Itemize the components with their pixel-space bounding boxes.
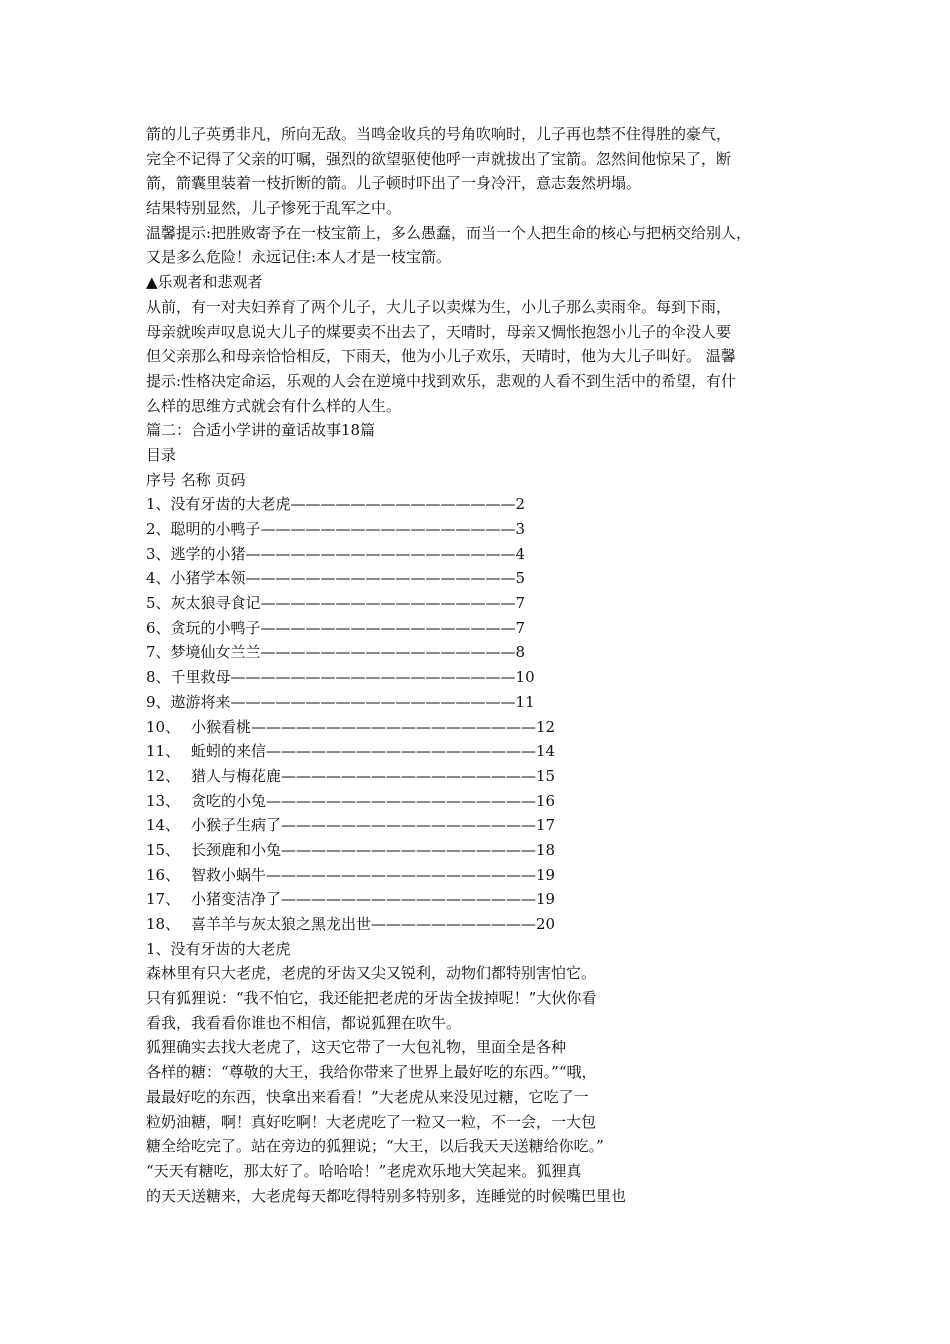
- toc-leader: ——————————————————: [266, 865, 537, 884]
- text-line: 提示:性格决定命运，乐观的人会在逆境中找到欢乐，悲观的人看不到生活中的希望，有什: [146, 371, 737, 390]
- text-line: 完全不记得了父亲的叮嘱，强烈的欲望驱使他呼一声就拔出了宝箭。忽然间他惊呆了，断: [146, 149, 732, 168]
- toc-entry: [146, 640, 826, 665]
- toc-entry: [146, 616, 826, 641]
- toc-page-number: 16: [536, 791, 556, 810]
- story-heading: 1、没有牙齿的大老虎: [146, 939, 291, 958]
- toc-entry-title: 蚯蚓的来信: [191, 742, 267, 761]
- toc-entry-number: 13、: [146, 791, 181, 810]
- toc-entry-number: 17、: [146, 890, 181, 909]
- toc-leader: ———————————————: [290, 495, 516, 514]
- toc-entry-title: 小猴子生病了: [191, 816, 282, 835]
- toc-entry: [146, 517, 826, 542]
- toc-entry-title: 智救小蜗牛: [191, 865, 267, 884]
- toc-entry: [146, 912, 826, 937]
- text-line: 温馨提示:把胜败寄予在一枝宝箭上，多么愚蠢，而当一个人把生命的核心与把柄交给别人，: [146, 223, 752, 242]
- toc-leader: ———————————————————: [230, 692, 516, 711]
- text-line: 结果特别显然，儿子惨死于乱军之中。: [146, 199, 402, 218]
- toc-entry-title: 喜羊羊与灰太狼之黑龙出世: [191, 915, 372, 933]
- text-line: 么样的思维方式就会有什么样的人生。: [146, 396, 402, 415]
- toc-entry: [146, 665, 826, 690]
- text-line: 母亲就唉声叹息说大儿子的煤要卖不出去了，天晴时，母亲又惆怅抱怨小儿子的伞没人要: [146, 322, 732, 341]
- toc-entry-title: 7、梦境仙女兰兰: [146, 643, 261, 662]
- toc-entry-title: 3、逃学的小猪: [146, 544, 246, 563]
- text-line: 森林里有只大老虎，老虎的牙齿又尖又锐利，动物们都特别害怕它。: [146, 964, 597, 983]
- toc-entry-title: 1、没有牙齿的大老虎: [146, 495, 291, 514]
- toc-entry-title: 5、灰太狼寻食记: [146, 594, 261, 613]
- toc-leader: —————————————————: [281, 766, 537, 785]
- text-line: “天天有糖吃，那太好了。哈哈哈！”老虎欢乐地大笑起来。狐狸真: [146, 1161, 582, 1180]
- table-of-contents: [146, 492, 826, 936]
- toc-entry: [146, 789, 826, 814]
- toc-page-number: 20: [536, 915, 556, 933]
- story-section: [146, 937, 826, 1209]
- toc-entry-title: 长颈鹿和小兔: [191, 840, 282, 859]
- toc-page-number: 2: [515, 495, 526, 514]
- toc-entry-number: 10、: [146, 717, 181, 736]
- toc-leader: ———————————————————: [251, 717, 537, 736]
- toc-page-number: 8: [515, 643, 526, 662]
- toc-entry: [146, 739, 826, 764]
- toc-page-number: 17: [536, 816, 556, 835]
- text-line: 看我，我看看你谁也不相信，都说狐狸在吹牛。: [146, 1013, 462, 1032]
- toc-entry: [146, 813, 826, 838]
- toc-entry-title: 4、小猪学本领: [146, 569, 246, 588]
- text-line: 只有狐狸说：“我不怕它，我还能把老虎的牙齿全拔掉呢！”大伙你看: [146, 989, 597, 1008]
- text-line: 粒奶油糖，啊！真好吃啊！大老虎吃了一粒又一粒，不一会，一大包: [146, 1112, 597, 1131]
- toc-leader: —————————————————: [260, 643, 516, 662]
- text-line: 箭，箭囊里装着一枝折断的箭。儿子顿时吓出了一身冷汗，意志轰然坍塌。: [146, 174, 642, 193]
- toc-page-number: 19: [536, 865, 556, 884]
- toc-leader: ——————————————————: [266, 742, 537, 761]
- toc-page-number: 5: [515, 569, 526, 588]
- toc-entry-title: 猎人与梅花鹿: [191, 766, 282, 785]
- toc-entry-number: 14、: [146, 816, 181, 835]
- toc-entry-title: 小猪变洁净了: [191, 890, 282, 909]
- toc-entry: [146, 715, 826, 740]
- toc-entry: [146, 838, 826, 863]
- toc-leader: —————————————————: [281, 840, 537, 859]
- text-line: 各样的糖：“尊敬的大王，我给你带来了世界上最好吃的东西。”“哦，: [146, 1063, 597, 1082]
- toc-entry: [146, 492, 826, 517]
- toc-page-number: 12: [536, 717, 556, 736]
- toc-page-number: 18: [536, 840, 556, 859]
- toc-entry-number: 12、: [146, 766, 181, 785]
- toc-page-number: 15: [536, 766, 556, 785]
- toc-page-number: 11: [515, 692, 535, 711]
- toc-leader: ——————————————————: [245, 544, 516, 563]
- toc-leader: —————————————————: [260, 520, 516, 538]
- toc-leader: ——————————————————: [266, 791, 537, 810]
- toc-leader: —————————————————: [260, 594, 516, 613]
- toc-leader: ——————————————————: [245, 569, 516, 588]
- text-line: 篇二：合适小学讲的童话故事18篇: [146, 421, 376, 440]
- toc-entry: [146, 863, 826, 888]
- toc-entry-number: 16、: [146, 865, 181, 884]
- text-line: 又是多么危险！永远记住:本人才是一枝宝箭。: [146, 248, 452, 267]
- toc-leader: —————————————————: [281, 890, 537, 909]
- toc-entry-title: 2、聪明的小鸭子: [146, 520, 261, 538]
- toc-page-number: 4: [515, 544, 526, 563]
- toc-entry-title: 小猴看桃: [191, 717, 252, 736]
- text-line: 序号 名称 页码: [146, 470, 246, 489]
- toc-entry-number: 11、: [146, 742, 181, 761]
- text-line: 狐狸确实去找大老虎了，这天它带了一大包礼物，里面全是各种: [146, 1038, 567, 1057]
- toc-entry: [146, 542, 826, 567]
- toc-leader: ———————————: [371, 915, 537, 933]
- text-line: 目录: [146, 445, 177, 464]
- toc-entry-title: 贪吃的小兔: [191, 791, 267, 810]
- text-line: 糖全给吃完了。站在旁边的狐狸说；“大王，以后我天天送糖给你吃。”: [146, 1137, 604, 1156]
- toc-page-number: 19: [536, 890, 556, 909]
- toc-entry: [146, 690, 826, 715]
- toc-entry-number: 18、: [146, 915, 181, 933]
- toc-leader: ———————————————————: [230, 668, 516, 687]
- toc-entry-title: 9、遨游将来: [146, 692, 231, 711]
- toc-entry: [146, 887, 826, 912]
- text-line: ▲乐观者和悲观者: [146, 273, 263, 292]
- toc-leader: —————————————————: [281, 816, 537, 835]
- text-line: 从前，有一对夫妇养育了两个儿子，大儿子以卖煤为生，小儿子那么卖雨伞。每到下雨，: [146, 297, 732, 316]
- toc-page-number: 3: [515, 520, 526, 538]
- intro-section: [146, 122, 826, 492]
- toc-page-number: 7: [515, 594, 526, 613]
- text-line: 但父亲那么和母亲恰恰相反，下雨天，他为小儿子欢乐，天晴时，他为大儿子叫好。 温馨: [146, 347, 736, 366]
- toc-page-number: 7: [515, 618, 526, 637]
- toc-page-number: 14: [536, 742, 556, 761]
- toc-entry-title: 8、千里救母: [146, 668, 231, 687]
- toc-entry-title: 6、贪玩的小鸭子: [146, 618, 261, 637]
- text-line: 最最好吃的东西，快拿出来看看！”大老虎从来没见过糖，它吃了一: [146, 1087, 589, 1106]
- text-line: 箭的儿子英勇非凡，所向无敌。当鸣金收兵的号角吹响时，儿子再也禁不住得胜的豪气，: [146, 125, 732, 143]
- toc-entry: [146, 591, 826, 616]
- text-line: 的天天送糖来，大老虎每天都吃得特别多特别多，连睡觉的时候嘴巴里也: [146, 1186, 627, 1205]
- document-body: [146, 122, 826, 1208]
- toc-entry: [146, 566, 826, 591]
- toc-page-number: 10: [515, 668, 535, 687]
- toc-leader: —————————————————: [260, 618, 516, 637]
- toc-entry: [146, 764, 826, 789]
- toc-entry-number: 15、: [146, 840, 181, 859]
